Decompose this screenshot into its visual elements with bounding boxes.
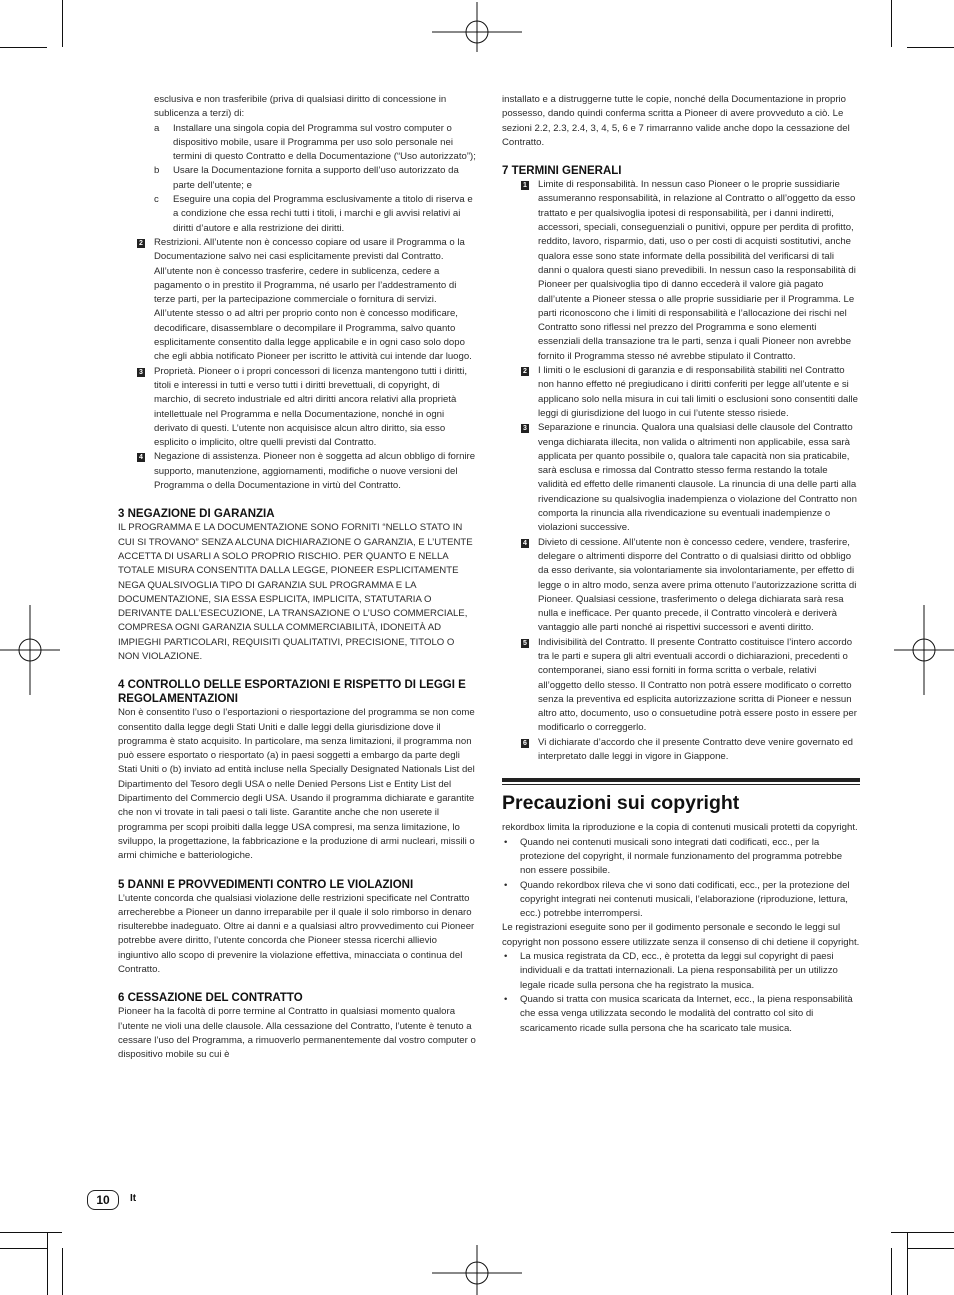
title-rule-thin xyxy=(502,784,860,785)
bullet-glyph: • xyxy=(504,993,508,1005)
item-number: 3 xyxy=(137,368,145,377)
crop-mark xyxy=(0,1232,62,1233)
bullet-text: Quando rekordbox rileva che vi sono dati codificati, ecc., per la protezione del copyright integrati nei contenuti musicali, l’elaborazione (riproduzione, lettura, ecc.) potrebbe interrompersi. xyxy=(520,879,850,920)
crop-mark xyxy=(907,47,954,48)
item-number: 4 xyxy=(137,453,145,462)
bullet-text: Quando si tratta con musica scaricata da Internet, ecc., la piena responsabilità che essa venga utilizzata secondo le modalità del contratto col sito di scaricamento ricade sulla persona che ha scaricato tale musica. xyxy=(520,993,853,1034)
section-7-title: 7 TERMINI GENERALI xyxy=(502,165,622,178)
copyright-intro: rekordbox limita la riproduzione e la copia di contenuti musicali protetti da copyright. xyxy=(502,822,858,834)
bullet-text: La musica registrata da CD, ecc., è protetta da leggi sul copyright di paesi individuali e da trattati internazionali. La piena responsabilità per un utilizzo legale ricade sulla persona che ha registrato la musica. xyxy=(520,951,838,991)
bullet-item xyxy=(502,950,860,993)
crop-mark xyxy=(891,1232,954,1233)
item-text: Divieto di cessione. All’utente non è concesso cedere, vendere, trasferire, delegare o altrimenti disporre del Contratto o di qualsiasi diritto od obbligo da esso derivante, sia volontariamente sia involontariamente, per effetto di legge o in altro modo, senza avere prima ottenuto l’autorizzazione scritta di Pioneer. Qualsiasi cessione, trasferimento o delega dichiarata sarà resa nulla e inefficace. Per quanto precede, il Contratto vincolerà e deriverà vantaggio alle parti nonché ai rispettivi successori e aventi diritto. xyxy=(538,536,857,634)
crop-mark xyxy=(47,1232,48,1295)
crop-mark xyxy=(907,1248,954,1249)
section-3-text: IL PROGRAMMA E LA DOCUMENTAZIONE SONO FORNITI “NELLO STATO IN CUI SI TROVANO” SENZA ALCUNA DICHIARAZIONE O GARANZIA, E L’UTENTE ACCETTA DI USARLI A SOLO PROPRIO RISCHIO. PER QUANTO E NELLA TOTALE MISURA CONSENTITA DALLA LEGGE, PIONEER ESPLICITAMENTE NEGA QUALSIVOGLIA TIPO DI GARANZIA SUL PROGRAMMA E LA DOCUMENTAZIONE, SIA ESSA ESPLICITA, IMPLICITA, STATUTARIA O DERIVANTE DALL’ESECUZIONE, LA TRANSAZIONE O L’USO COMMERCIALE, COMPRESA OGNI GARANZIA SULLA COMMERCIABILITÀ, IDONEITÀ AD IMPIEGHI PARTICOLARI, REQUISITI QUALITATIVI, PRECISIONE, TITOLO O NON VIOLAZIONE. xyxy=(118,522,473,662)
item-number: 4 xyxy=(521,539,529,548)
numbered-item xyxy=(502,364,860,421)
numbered-item xyxy=(502,736,860,765)
item-letter: c xyxy=(154,194,159,206)
registration-mark-left xyxy=(0,605,60,695)
item-text: Separazione e rinuncia. Qualora una qualsiasi delle clausole del Contratto venga dichiarata illecita, non valida o altrimenti non applicabile, essa sarà applicata per quanto possibile o, qualora tale capacità non sia praticabile, sarà esclusa e rimossa dal Contratto stesso ferma restando la totale validità ed effetto delle rimanenti clausole. La rinuncia di una delle parti alla rivendicazione su qualsivoglia inadempienza o violazione del Contratto non comporta la rinuncia alla rivendicazione su eventuali inadempienze o violazioni successive. xyxy=(538,422,857,534)
right-column xyxy=(502,93,860,1036)
section-6-text: Pioneer ha la facoltà di porre termine al Contratto in qualsiasi momento qualora l’utente ne violi una delle clausole. Alla cessazione del Contratto, l’utente è tenuto a cessare l’uso del Programma, a rimuoverlo permanentemente dal vostro computer o dispositivo mobile su cui è xyxy=(118,1006,476,1061)
item-number: 2 xyxy=(521,367,529,376)
registration-mark-right xyxy=(894,605,954,695)
numbered-item xyxy=(502,536,860,636)
intro-text: esclusiva e non trasferibile (priva di qualsiasi diritto di concessione in sublicenza a terzi) di: xyxy=(154,94,447,120)
crop-mark xyxy=(891,1248,892,1295)
item-number: 1 xyxy=(521,181,529,190)
item-number: 2 xyxy=(137,239,145,248)
bullet-item xyxy=(502,993,860,1036)
section-4-text: Non è consentito l’uso o l’esportazioni o riesportazione del programma se non come consentito dalla legge degli Stati Uniti e dalle leggi della giurisdizione dove il programma è stato acquisito. In particolare, ma senza limitazioni, il programma non può essere esportato o riesportato (a) in paesi soggetti a embargo da parte degli Stati Uniti o (b) inviato ad entità incluse nella Specially Designated Nationals List del Dipartimento del Tesoro degli USA o nelle Denied Persons List e Entity List del Dipartimento del Commercio degli USA. Usando il programma dichiarate e garantite che non vi trovate in tali paesi o tali liste. Garantite anche che non userete il programma per scopi proibiti dalla legge USA compresi, ma senza limitazione, lo sviluppo, la progettazione, la fabbricazione e la produzione di armi nucleari, missili o armi chimiche e batteriologiche. xyxy=(118,707,475,862)
item-text: Restrizioni. All’utente non è concesso copiare od usare il Programma o la Documentazione salvo nei casi esplicitamente previsti dal Contratto. All’utente non è concesso trasferire, cedere in sublicenza, cedere a pagamento o in prestito il Programma, né usarlo per l’addestramento di terze parti, per la partecipazione commerciale o fornitura di servizi. All’utente stesso o ad altri per proprio conto non è concesso modificare, decodificare, disassemblare o decompilare il Programma, salvo quanto esplicitamente consentito dalla legge applicabile e in ogni caso solo dopo che egli abbia notificato Pioneer per iscritto le attività cui intende dar luogo. xyxy=(154,236,472,363)
numbered-item xyxy=(118,236,476,365)
item-text: Proprietà. Pioneer o i propri concessori di licenza mantengono tutti i diritti, titoli e interessi in tutti e verso tutti i diritti brevettuali, di copyright, di marchio, di secreto industriale ed altri diritti ancora relativi alla proprietà intellettuale nel Programma e nella Documentazione, nonché in ogni derivato di questi. L’utente non acquisisce alcun altro diritto, sia esso esplicito o implicito, oltre quelli previsti dal Contratto. xyxy=(154,365,468,449)
numbered-item xyxy=(118,450,476,493)
numbered-item xyxy=(118,365,476,451)
numbered-item xyxy=(502,636,860,736)
section-5-text: L’utente concorda che qualsiasi violazione delle restrizioni specificate nel Contratto arrecherebbe a Pioneer un danno irreparabile per il quale il solo rimborso in denaro risulterebbe inadeguato. Oltre ai danni e a qualsiasi altro provvedimento cui Pioneer potrebbe avere diritto, l’utente concorda che Pioneer stessa ricerchi allievio ingiuntivo allo scopo di prevenire la violazione effettiva, minacciata o continua del Contratto. xyxy=(118,892,475,976)
item-text: Usare la Documentazione fornita a supporto dell’uso autorizzato da parte dell’utente; e xyxy=(173,165,459,191)
page-number: 10 xyxy=(87,1190,119,1210)
left-column xyxy=(118,93,476,1063)
list-item xyxy=(154,122,476,165)
list-item xyxy=(154,164,476,193)
registration-mark-top xyxy=(432,2,522,52)
item-number: 3 xyxy=(521,424,529,433)
bullet-item xyxy=(502,879,860,922)
intro-text: installato e a distruggerne tutte le copie, nonché della Documentazione in proprio possesso, dando quindi conferma scritta a Pioneer di avere provveduto a ciò. Le sezioni 2.2, 2.3, 2.4, 3, 4, 5, 6 e 7 rimarranno valide anche dopo la cessazione del Contratto. xyxy=(502,94,850,148)
crop-mark xyxy=(907,1232,908,1295)
copyright-title: Precauzioni sui copyright xyxy=(502,792,740,815)
bullet-item xyxy=(502,836,860,879)
registration-mark-bottom xyxy=(432,1245,522,1295)
item-text: Indivisibilità del Contratto. Il presente Contratto costituisce l’intero accordo tra le parti e supera gli altri eventuali accordi o dichiarazioni, precedenti o contemporanei, siano essi forniti in forma scritta o verbale, relativi all’oggetto dello stesso. Il Contratto non potrà essere modificato o corretto senza la preventiva ed esplicita autorizzazione scritta di Pioneer e nessun altro atto, documento, uso o consuetudine potrà essere posto in essere per modificarlo o correggerlo. xyxy=(538,636,857,734)
section-6-title: 6 CESSAZIONE DEL CONTRATTO xyxy=(118,992,303,1005)
bullet-text: Quando nei contenuti musicali sono integrati dati codificati, ecc., per la protezione del copyright, il normale funzionamento del programma potrebbe non essere possibile. xyxy=(520,836,843,877)
section-4-title: 4 CONTROLLO DELLE ESPORTAZIONI E RISPETTO DI LEGGI E REGOLAMENTAZIONI xyxy=(118,679,466,706)
item-text: Limite di responsabilità. In nessun caso Pioneer o le proprie sussidiarie assumeranno responsabilità, in relazione al Contratto o all’oggetto da esso trattato e per qualsivoglia ipotesi di responsabilità, per i danni indiretti, accessori, speciali, conseguenziali o punitivi, oppure per perdita di profitto, reddito, lavoro, risparmio, dati, uso o per costi di acquisti sostitutivi, anche qualora esse sono state informate della possibilità del verificarsi di tali danni o qualora questi siano prevedibili. In nessun caso la responsabilità di Pioneer per qualsivoglia tipo di danno eccederà il valore già pagato dall’utente a Pioneer stessa o alle proprie sussidiarie per il Programma. Le parti riconoscono che i limiti di responsabilità e l’allocazione dei rischi nel Contratto sono riflessi nel prezzo del Programma e sono elementi essenziali della transazione tra le parti, senza i quali Pioneer non avrebbe fornito il Programma stesso né avrebbe stipulato il Contratto. xyxy=(538,179,856,362)
bullet-glyph: • xyxy=(504,836,508,848)
language-code: It xyxy=(130,1193,137,1204)
crop-mark xyxy=(0,1248,47,1249)
crop-mark xyxy=(62,0,63,47)
crop-mark xyxy=(891,0,892,47)
item-number: 6 xyxy=(521,739,529,748)
crop-mark xyxy=(62,1248,63,1295)
section-5-title: 5 DANNI E PROVVEDIMENTI CONTRO LE VIOLAZIONI xyxy=(118,878,414,891)
crop-mark xyxy=(0,47,47,48)
item-text: Vi dichiarate d’accordo che il presente Contratto deve venire governato ed interpretato dalle leggi in vigore in Giappone. xyxy=(538,736,854,763)
item-letter: a xyxy=(154,122,160,134)
item-text: Eseguire una copia del Programma esclusivamente a titolo di riserva e a condizione che essa rechi tutti i titoli, i marchi e gli avvisi relativi ai diritti d’autore e alla restrizione dei diritti. xyxy=(173,194,473,234)
numbered-item xyxy=(502,178,860,364)
section-3-title: 3 NEGAZIONE DI GARANZIA xyxy=(118,508,275,521)
item-text: Installare una singola copia del Programma sul vostro computer o dispositivo mobile, usare il Programma per uso solo personale nei termini di questo Contratto e della Documentazione (“Uso autorizzato”); xyxy=(173,122,476,163)
bullet-glyph: • xyxy=(504,951,508,963)
list-item xyxy=(154,193,476,236)
item-letter: b xyxy=(154,165,160,177)
item-text: Negazione di assistenza. Pioneer non è soggetta ad alcun obbligo di fornire supporto, manutenzione, aggiornamenti, modifiche o nuove versioni del Programma o della Documentazione in virtù del Contratto. xyxy=(154,451,476,492)
bullet-glyph: • xyxy=(504,879,508,891)
copyright-mid: Le registrazioni eseguite sono per il godimento personale e secondo le leggi sul copyright non possono essere utilizzate senza il consenso di chi detiene il copyright. xyxy=(502,922,860,948)
numbered-item xyxy=(502,421,860,535)
sub-list xyxy=(118,122,476,236)
item-number: 5 xyxy=(521,639,529,648)
item-text: I limiti o le esclusioni di garanzia e di responsabilità stabiliti nel Contratto non hanno effetto né pregiudicano i diritti conferiti per legge all’utente e si applicano solo nella misura in cui tali limiti o esclusioni sono consentiti dalle leggi di giurisdizione del luogo in cui l’utente stesso risiede. xyxy=(538,365,858,419)
title-rule xyxy=(502,778,860,782)
